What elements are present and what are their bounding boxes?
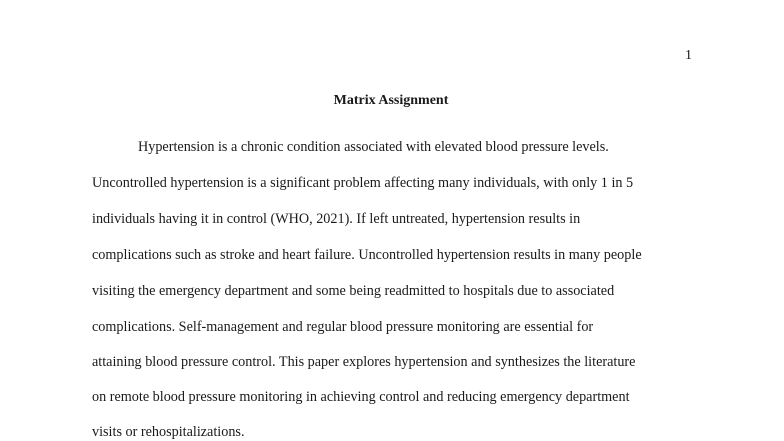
paragraph-line: individuals having it in control (WHO, 2021). If left untreated, hypertension results in [92, 211, 581, 227]
paragraph-line: Hypertension is a chronic condition associated with elevated blood pressure levels. [138, 139, 609, 155]
paragraph-line: complications such as stroke and heart failure. Uncontrolled hypertension results in many people [92, 247, 642, 263]
paragraph-line: Uncontrolled hypertension is a significant problem affecting many individuals, with only 1 in 5 [92, 175, 634, 191]
document-title: Matrix Assignment [333, 93, 449, 108]
paragraph-line: attaining blood pressure control. This paper explores hypertension and synthesizes the literature [92, 354, 636, 370]
paragraph-line: complications. Self-management and regular blood pressure monitoring are essential for [92, 319, 594, 335]
page-number: 1 [685, 48, 692, 63]
paragraph-line: on remote blood pressure monitoring in achieving control and reducing emergency department [92, 389, 630, 405]
paragraph-line: visits or rehospitalizations. [92, 424, 245, 440]
paragraph-line: visiting the emergency department and some being readmitted to hospitals due to associated [92, 283, 615, 299]
